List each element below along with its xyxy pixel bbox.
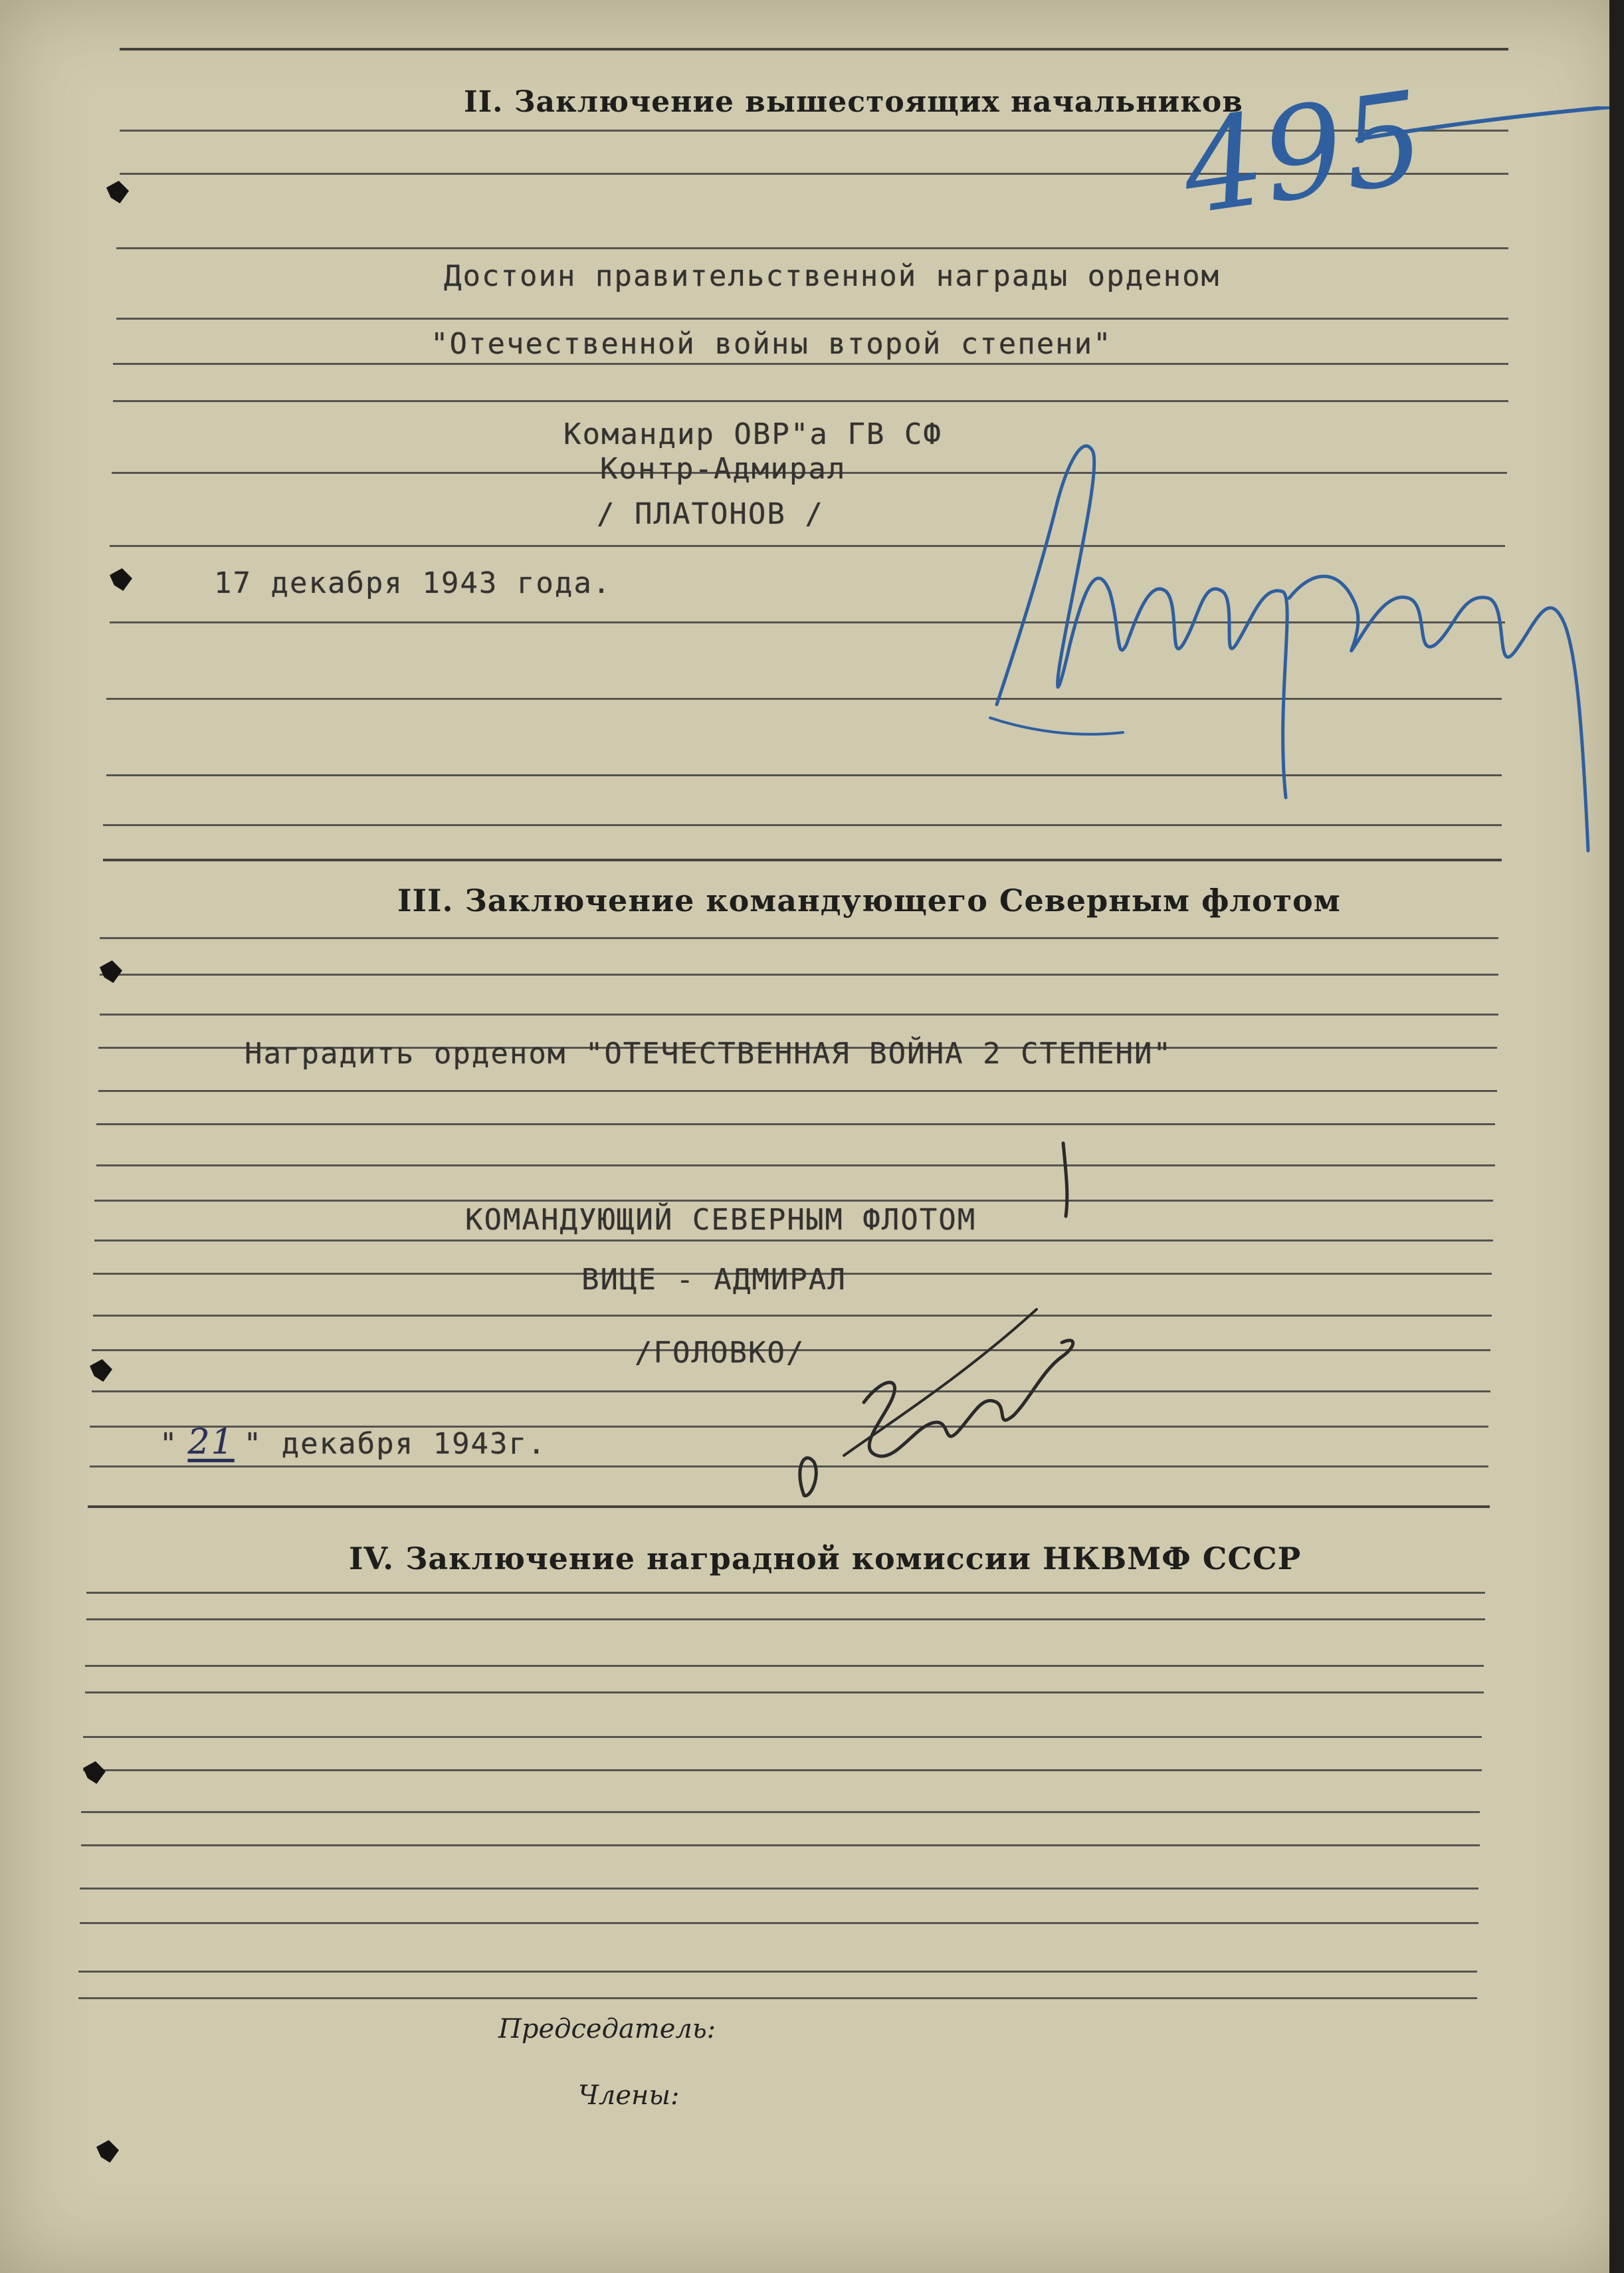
ruled-line (81, 1811, 1480, 1813)
ruled-line (100, 937, 1498, 939)
award-decision-text: Наградить орденом "ОТЕЧЕСТВЕННАЯ ВОЙНА 2 СТЕПЕНИ" (245, 1037, 1173, 1071)
ruled-line (78, 1997, 1477, 1999)
recommendation-text-line2: "Отечественной войны второй степени" (431, 327, 1112, 361)
recommendation-text-line1: Достоин правительственной награды орденом (444, 259, 1221, 293)
ruled-line (81, 1844, 1480, 1846)
ruled-line (83, 1769, 1482, 1771)
ruled-line (116, 247, 1508, 249)
commander-name: /ГОЛОВКО/ (635, 1336, 805, 1370)
binding-hole (96, 2140, 119, 2163)
commander-title: КОМАНДУЮЩИЙ СЕВЕРНЫМ ФЛОТОМ (465, 1203, 977, 1237)
ruled-line (100, 1014, 1498, 1016)
ruled-line (86, 1618, 1485, 1620)
ruled-line (85, 1691, 1484, 1693)
signing-date: 17 декабря 1943 года. (214, 566, 612, 600)
golovko-signature (784, 1136, 1090, 1509)
section-divider (120, 48, 1508, 51)
commander-rank: ВИЦЕ - АДМИРАЛ (581, 1263, 847, 1297)
section-4-heading: IV. Заключение наградной комиссии НКВМФ СССР (349, 1541, 1302, 1576)
ruled-line (80, 1922, 1478, 1924)
chairman-label: Председатель: (498, 2014, 716, 2044)
section-3-heading: III. Заключение командующего Северным флотом (397, 883, 1341, 919)
ruled-line (83, 1736, 1482, 1738)
ruled-line (113, 400, 1508, 402)
ruled-line (100, 974, 1498, 976)
decision-date-day: 21 (187, 1422, 235, 1462)
decision-date: " 21 " декабря 1943г. (159, 1422, 547, 1462)
ruled-line (116, 318, 1508, 320)
ruled-line (78, 1971, 1477, 1973)
ruled-line (98, 1090, 1497, 1092)
signer-rank: Контр-Адмирал (600, 452, 847, 486)
signer-title: Командир ОВР"а ГВ СФ (563, 417, 942, 451)
binding-hole (90, 1359, 112, 1382)
margin-number-underline (1356, 106, 1621, 146)
ruled-line (85, 1665, 1484, 1667)
platonov-signature (983, 425, 1595, 864)
members-label: Члены: (578, 2080, 680, 2111)
binding-hole (110, 568, 132, 591)
ruled-line (80, 1888, 1478, 1890)
binding-hole (100, 960, 122, 983)
ruled-line (96, 1123, 1495, 1125)
binding-hole (106, 181, 129, 203)
ruled-line (86, 1592, 1485, 1594)
section-2-heading: II. Заключение вышестоящих начальников (464, 85, 1243, 119)
binding-hole (83, 1761, 106, 1784)
margin-number: 495 (1173, 63, 1433, 243)
ruled-line (113, 363, 1508, 365)
signer-name: / ПЛАТОНОВ / (597, 497, 824, 531)
